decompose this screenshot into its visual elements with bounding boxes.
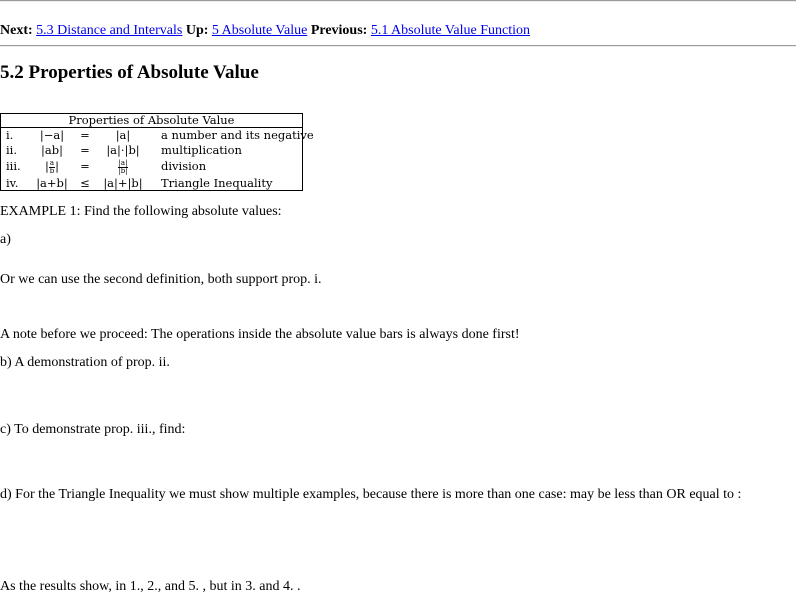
fraction bbox=[49, 160, 55, 175]
nav-rule bbox=[0, 45, 796, 47]
fraction-numerator: a bbox=[49, 158, 55, 167]
row-left-side: | $\frac{a}{b}$ | bbox=[45, 158, 59, 175]
row-relation: = bbox=[80, 128, 90, 142]
row-right-side: |a| bbox=[115, 128, 131, 142]
row-description: a number and its negative bbox=[161, 128, 314, 142]
row-number: ii. bbox=[6, 143, 18, 157]
fraction-denominator: |b| bbox=[118, 166, 128, 175]
table-row bbox=[1, 175, 302, 191]
fraction-denominator: b bbox=[49, 166, 55, 175]
up-link[interactable]: 5 Absolute Value bbox=[211, 23, 308, 38]
row-description: Triangle Inequality bbox=[161, 176, 273, 190]
row-relation: = bbox=[80, 159, 90, 173]
fraction-numerator: |a| bbox=[118, 158, 128, 167]
section-title: 5.2 Properties of Absolute Value bbox=[0, 62, 259, 83]
row-right-side: |a|+|b| bbox=[103, 176, 143, 190]
properties-table bbox=[0, 113, 314, 191]
row-right-side: |a|·|b| bbox=[106, 143, 140, 157]
next-label: Next: bbox=[0, 23, 33, 38]
row-relation: ≤ bbox=[80, 176, 90, 190]
table-caption: Properties of Absolute Value bbox=[1, 114, 302, 128]
row-number: iv. bbox=[6, 176, 19, 190]
results-text: As the results show, in 1., 2., and 5. , but in 3. and 4. . bbox=[0, 579, 301, 594]
table-row bbox=[1, 158, 302, 174]
row-left-side: |ab| bbox=[41, 143, 63, 157]
previous-link[interactable]: 5.1 Absolute Value Function bbox=[370, 23, 531, 38]
row-description: multiplication bbox=[161, 143, 242, 157]
note-text: A note before we proceed: The operations inside the absolute value bars is always done first! bbox=[0, 327, 520, 342]
part-d-text: d) For the Triangle Inequality we must show multiple examples, because there is more than one case: may be less than OR equal to : bbox=[0, 487, 742, 502]
row-right-side bbox=[101, 158, 145, 175]
up-label: Up: bbox=[185, 23, 209, 38]
example-intro: EXAMPLE 1: Find the following absolute values: bbox=[0, 204, 282, 219]
row-left-side: |a+b| bbox=[36, 176, 68, 190]
part-c-text: c) To demonstrate prop. iii., find: bbox=[0, 422, 186, 437]
next-link[interactable]: 5.3 Distance and Intervals bbox=[36, 23, 183, 38]
table-row bbox=[1, 142, 302, 158]
top-rule bbox=[0, 0, 796, 2]
part-b-text: b) A demonstration of prop. ii. bbox=[0, 355, 170, 370]
fraction bbox=[118, 160, 129, 175]
row-number: i. bbox=[6, 128, 14, 142]
row-description: division bbox=[161, 159, 207, 173]
row-left-side: |−a| bbox=[39, 128, 65, 142]
navigation-bar bbox=[0, 23, 530, 39]
row-number: iii. bbox=[6, 159, 21, 173]
table-row bbox=[1, 127, 314, 143]
second-definition-text: Or we can use the second definition, both support prop. i. bbox=[0, 272, 322, 287]
part-a-label: a) bbox=[0, 232, 11, 247]
previous-label: Previous: bbox=[310, 23, 368, 38]
row-relation: = bbox=[80, 143, 90, 157]
